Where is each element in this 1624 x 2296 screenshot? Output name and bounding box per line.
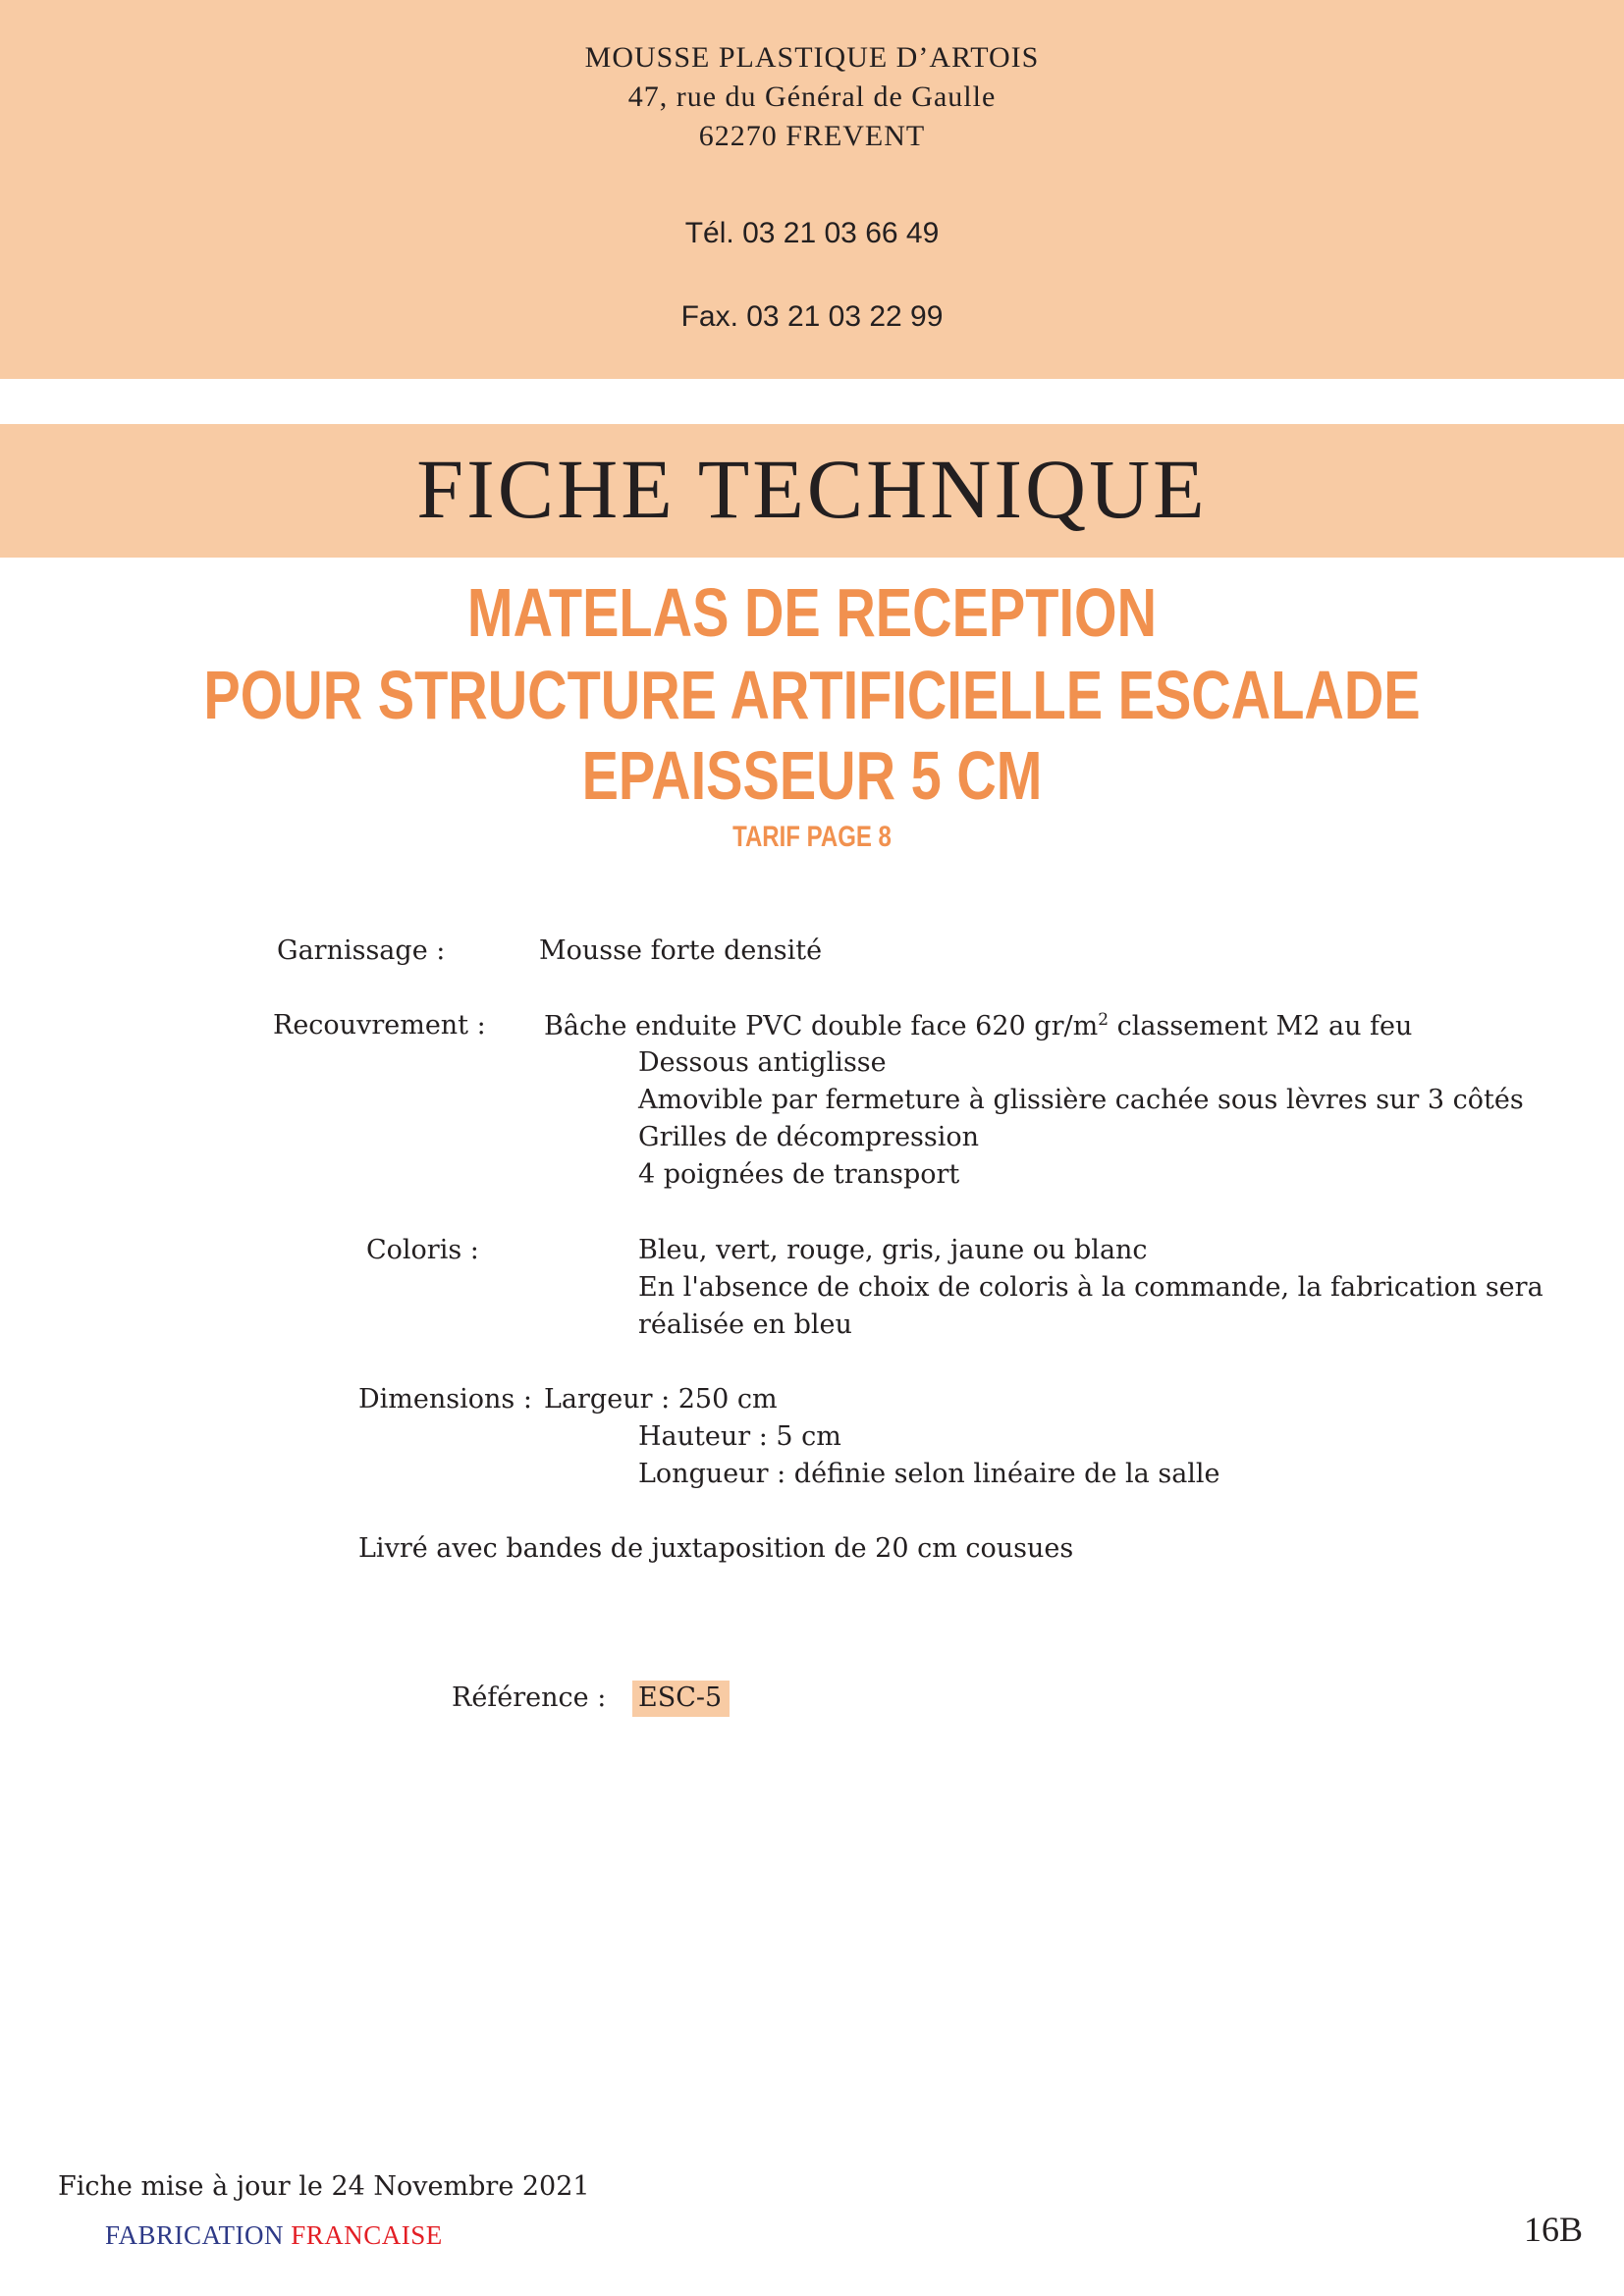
company-fax: Fax. 03 21 03 22 99 bbox=[680, 300, 944, 333]
coloris-label: Coloris : bbox=[366, 1235, 479, 1265]
reference-label: Référence : bbox=[452, 1682, 607, 1713]
dimension-length: Longueur : définie selon linéaire de la salle bbox=[638, 1459, 1220, 1489]
garnissage-label: Garnissage : bbox=[277, 935, 446, 966]
dimension-width: Largeur : 250 cm bbox=[544, 1384, 778, 1415]
coloris-note: réalisée en bleu bbox=[638, 1309, 852, 1340]
company-city: 62270 FREVENT bbox=[698, 120, 926, 152]
recouvrement-value: Bâche enduite PVC double face 620 $gr/m^2$ classement M2 au feu bbox=[544, 1010, 1413, 1041]
product-title-line-3: EPAISSEUR 5 CM bbox=[581, 737, 1043, 814]
document-title: FICHE TECHNIQUE bbox=[416, 442, 1208, 536]
product-title-line-2: POUR STRUCTURE ARTIFICIELLE ESCALADE bbox=[203, 657, 1421, 733]
coloris-value: Bleu, vert, rouge, gris, jaune ou blanc bbox=[638, 1235, 1148, 1265]
recouvrement-label: Recouvrement : bbox=[273, 1010, 486, 1041]
page-number: 16B bbox=[1524, 2210, 1584, 2249]
product-title-line-1: MATELAS DE RECEPTION bbox=[466, 574, 1158, 651]
made-in-france: FABRICATION FRANCAISE bbox=[105, 2220, 443, 2250]
recouvrement-item: 4 poignées de transport bbox=[638, 1159, 960, 1190]
tarif-reference: TARIF PAGE 8 bbox=[732, 821, 892, 853]
update-date: Fiche mise à jour le 24 Novembre 2021 bbox=[58, 2171, 590, 2202]
reference-value: ESC-5 bbox=[632, 1682, 730, 1713]
company-phone: Tél. 03 21 03 66 49 bbox=[684, 217, 940, 249]
dimensions-label: Dimensions : bbox=[358, 1384, 532, 1415]
garnissage-value: Mousse forte densité bbox=[539, 935, 823, 966]
recouvrement-item: Grilles de décompression bbox=[638, 1122, 980, 1152]
delivery-note: Livré avec bandes de juxtaposition de 20 cm cousues bbox=[358, 1533, 1074, 1564]
recouvrement-item: Amovible par fermeture à glissière cachée sous lèvres sur 3 côtés bbox=[638, 1085, 1524, 1115]
recouvrement-item: Dessous antiglisse bbox=[638, 1047, 887, 1078]
coloris-note: En l'absence de choix de coloris à la commande, la fabrication sera bbox=[638, 1272, 1543, 1303]
company-name: MOUSSE PLASTIQUE D’ARTOIS bbox=[584, 41, 1040, 74]
company-header bbox=[0, 0, 1624, 379]
company-street: 47, rue du Général de Gaulle bbox=[627, 80, 997, 113]
dimension-height: Hauteur : 5 cm bbox=[638, 1421, 841, 1452]
